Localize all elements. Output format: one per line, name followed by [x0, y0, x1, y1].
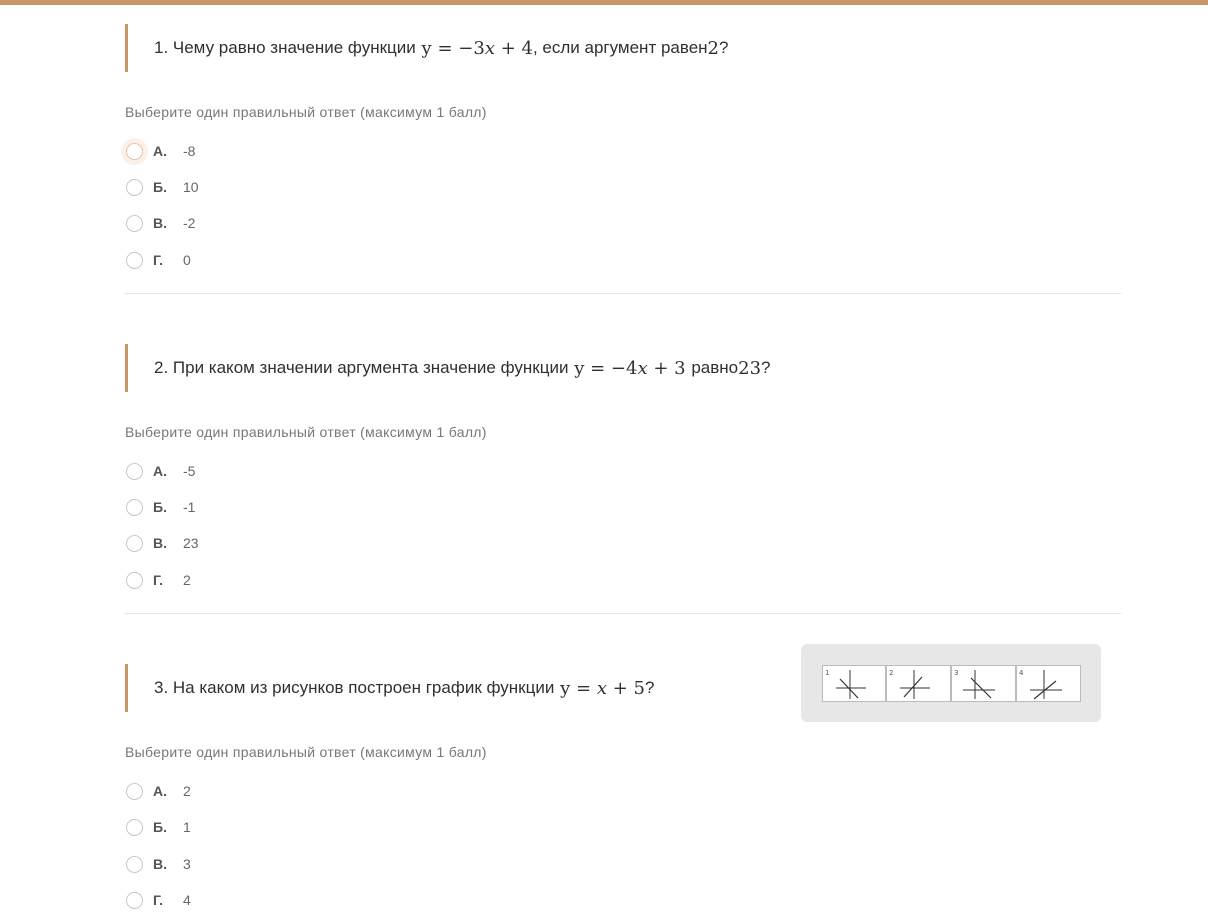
question-3-instruction: Выберите один правильный ответ (максимум 1 балл) [125, 744, 487, 760]
answer-option-v[interactable] [125, 853, 191, 875]
option-value: 23 [183, 535, 199, 551]
question-3-image-panel[interactable] [801, 644, 1101, 722]
answer-option-b[interactable] [125, 816, 191, 838]
question-3 [125, 664, 785, 908]
option-value: 1 [183, 819, 191, 835]
answer-option-b[interactable] [125, 176, 199, 198]
radio-button[interactable] [126, 499, 143, 516]
svg-text:3: 3 [954, 669, 959, 677]
answer-option-v[interactable] [125, 212, 195, 234]
option-value: 4 [183, 892, 191, 908]
question-1-value: 2 [707, 37, 719, 59]
option-letter: Г. [153, 252, 164, 268]
answer-option-v[interactable] [125, 532, 199, 554]
radio-button[interactable] [126, 179, 143, 196]
question-2-value: 23 [738, 357, 762, 379]
question-2 [125, 344, 1121, 588]
graph-2-thumbnail [886, 665, 951, 702]
option-letter: А. [153, 783, 167, 799]
answer-option-b[interactable] [125, 496, 195, 518]
option-value: 3 [183, 856, 191, 872]
answer-option-g[interactable] [125, 889, 191, 911]
radio-button[interactable] [126, 535, 143, 552]
question-1-end: ? [719, 38, 729, 57]
top-accent-bar [0, 0, 1208, 5]
question-1-instruction: Выберите один правильный ответ (максимум 1 балл) [125, 104, 487, 120]
graph-4-thumbnail [1016, 665, 1081, 702]
option-letter: Б. [153, 179, 167, 195]
option-letter: А. [153, 463, 167, 479]
question-divider [125, 613, 1121, 614]
answer-option-g[interactable] [125, 249, 191, 271]
question-3-end: ? [644, 678, 655, 697]
radio-button[interactable] [126, 463, 143, 480]
question-2-instruction: Выберите один правильный ответ (максимум 1 балл) [125, 424, 487, 440]
question-1-title [125, 24, 1121, 72]
graphs-image [822, 665, 1081, 702]
question-3-formula: y = x + 5 [560, 677, 645, 699]
question-2-prefix: 2. При каком значении аргумента значение функции [154, 358, 569, 377]
option-value: -1 [183, 499, 196, 515]
option-letter: Г. [153, 572, 164, 588]
svg-text:1: 1 [825, 669, 830, 677]
answer-option-a[interactable] [125, 140, 195, 162]
radio-button[interactable] [126, 143, 143, 160]
answer-option-a[interactable] [125, 780, 191, 802]
option-letter: В. [153, 856, 167, 872]
question-2-title [125, 344, 1121, 392]
question-3-title [125, 664, 785, 712]
question-1-formula: y = −3x + 4 [421, 37, 533, 59]
question-2-end: ? [761, 358, 771, 377]
question-divider [125, 293, 1121, 294]
option-letter: В. [153, 535, 167, 551]
question-1-suffix: , если аргумент равен [532, 38, 708, 57]
option-letter: Б. [153, 819, 167, 835]
option-value: -8 [183, 143, 196, 159]
option-letter: А. [153, 143, 167, 159]
graph-1-thumbnail [822, 665, 886, 702]
option-value: 2 [183, 783, 191, 799]
option-value: 0 [183, 252, 191, 268]
graph-3-thumbnail [951, 665, 1016, 702]
option-value: 2 [183, 572, 191, 588]
radio-button[interactable] [126, 856, 143, 873]
option-value: 10 [183, 179, 199, 195]
svg-text:4: 4 [1019, 669, 1024, 677]
option-letter: В. [153, 215, 167, 231]
question-1-prefix: 1. Чему равно значение функции [154, 38, 416, 57]
radio-button[interactable] [126, 252, 143, 269]
question-1 [125, 24, 1121, 268]
question-2-formula: y = −4x + 3 [574, 357, 686, 379]
question-3-prefix: 3. На каком из рисунков построен график функции [154, 678, 555, 697]
svg-text:2: 2 [889, 669, 894, 677]
option-value: -5 [183, 463, 196, 479]
radio-button[interactable] [126, 215, 143, 232]
option-letter: Г. [153, 892, 164, 908]
option-value: -2 [183, 215, 196, 231]
radio-button[interactable] [126, 572, 143, 589]
option-letter: Б. [153, 499, 167, 515]
radio-button[interactable] [126, 892, 143, 909]
radio-button[interactable] [126, 783, 143, 800]
answer-option-g[interactable] [125, 569, 191, 591]
question-2-suffix: равно [691, 358, 739, 377]
answer-option-a[interactable] [125, 460, 195, 482]
radio-button[interactable] [126, 819, 143, 836]
